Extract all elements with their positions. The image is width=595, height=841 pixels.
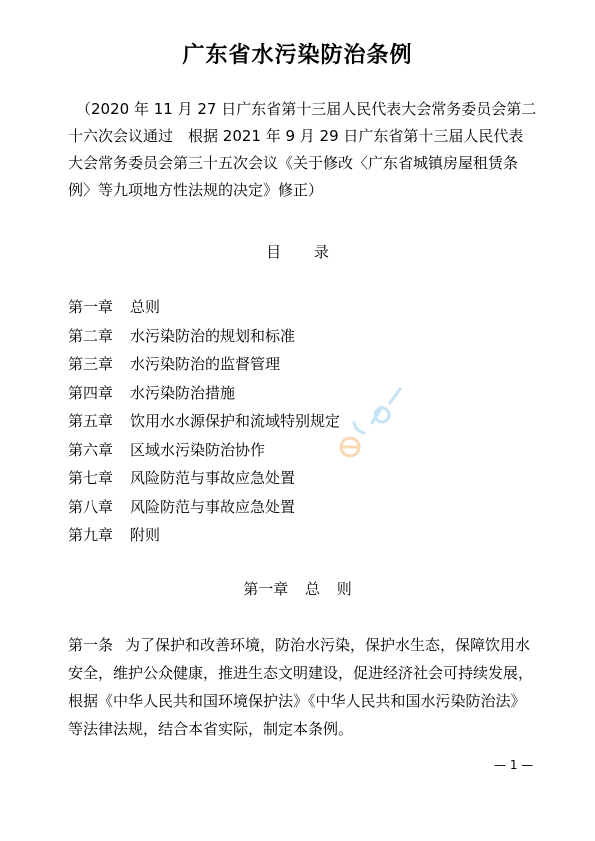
toc-title: 目 录 <box>266 243 329 261</box>
toc-chapter-number: 第三章 <box>68 355 114 373</box>
toc-item <box>68 521 538 550</box>
toc-item <box>68 436 538 465</box>
page-number: — 1 — <box>494 758 534 772</box>
document-title: 广东省水污染防治条例 <box>182 43 413 68</box>
toc-item <box>68 322 538 351</box>
toc-chapter-number: 第九章 <box>68 526 114 544</box>
toc-chapter-number: 第七章 <box>68 469 114 487</box>
toc-item <box>68 293 538 322</box>
toc-chapter-name: 风险防范与事故应急处置 <box>130 469 296 487</box>
toc-chapter-number: 第二章 <box>68 326 114 345</box>
toc-chapter-name: 水污染防治的规划和标准 <box>130 326 296 345</box>
article-number: 第一条 <box>68 636 114 654</box>
toc-item <box>68 350 538 379</box>
toc-chapter-name: 区域水污染防治协作 <box>130 440 266 459</box>
toc-item <box>68 379 538 408</box>
toc-chapter-name: 总则 <box>130 298 161 316</box>
toc-item <box>68 464 538 493</box>
preamble: （2020 年 11 月 27 日广东省第十三届人民代表大会常务委员会第二十六次会议通过 根据 2021 年 9 月 29 日广东省第十三届人民代表大会常务委员会第三十五次会议《关于修改〈广东省城镇房屋租赁条例〉等九项地方性法规的决定》修正） <box>68 100 537 199</box>
toc-chapter-name: 风险防范与事故应急处置 <box>130 497 296 516</box>
toc-item <box>68 407 538 436</box>
toc-chapter-name: 饮用水水源保护和流域特别规定 <box>130 412 341 430</box>
toc-chapter-number: 第五章 <box>68 412 114 430</box>
article-text: 为了保护和改善环境，防治水污染，保护水生态，保障饮用水安全，维护公众健康，推进生态文明建设，促进经济社会可持续发展，根据《中华人民共和国环境保护法》《中华人民共和国水污染防治法》等法律法规，结合本省实际，制定本条例。 <box>68 636 534 738</box>
toc-chapter-number: 第四章 <box>68 383 114 402</box>
toc-chapter-name: 附则 <box>130 526 161 544</box>
toc-item <box>68 493 538 522</box>
chapter-heading: 第一章 总 则 <box>243 580 352 598</box>
toc-chapter-number: 第八章 <box>68 497 114 516</box>
table-of-contents <box>68 293 538 550</box>
article-paragraph <box>68 631 538 743</box>
toc-chapter-name: 水污染防治的监督管理 <box>130 355 281 373</box>
toc-chapter-number: 第六章 <box>68 440 114 459</box>
toc-chapter-number: 第一章 <box>68 298 114 316</box>
toc-chapter-name: 水污染防治措施 <box>130 383 236 402</box>
